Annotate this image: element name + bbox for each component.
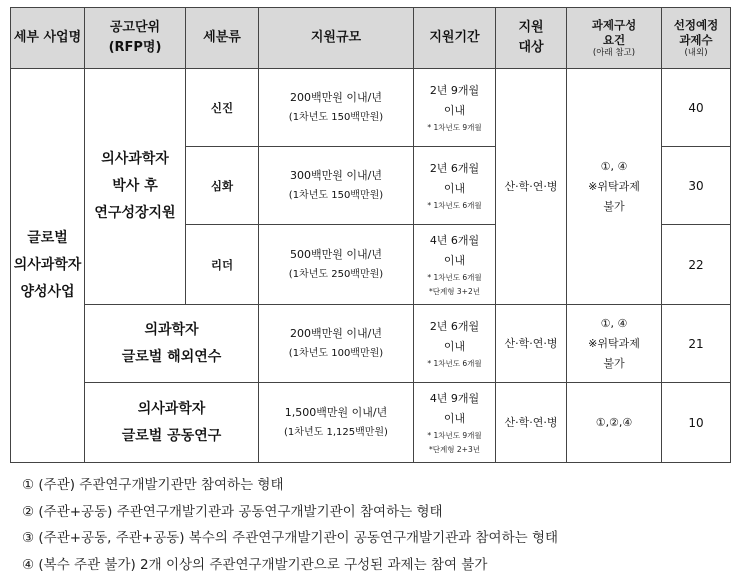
scale-cell: 300백만원 이내/년 (1차년도 150백만원)	[259, 147, 414, 225]
cond-cell: ①, ④ ※위탁과제 불가	[567, 305, 662, 383]
cond-cell: ①, ④ ※위탁과제 불가	[567, 69, 662, 305]
support-table-container	[10, 7, 730, 463]
header-rfp: 공고단위 (RFP명)	[85, 8, 186, 69]
header-period: 지원기간	[414, 8, 496, 69]
period-cell: 4년 9개월 이내 * 1차년도 9개월 *단계형 2+3년	[414, 383, 496, 463]
table-row	[11, 383, 731, 463]
header-target: 지원 대상	[496, 8, 567, 69]
cond-cell: ①,②,④	[567, 383, 662, 463]
header-program: 세부 사업명	[11, 8, 85, 69]
target-cell: 산·학·연·병	[496, 69, 567, 305]
subtype-cell: 심화	[186, 147, 259, 225]
count-cell: 40	[662, 69, 731, 147]
subtype-cell: 신진	[186, 69, 259, 147]
note-item: ② (주관+공동) 주관연구개발기관과 공동연구개발기관이 참여하는 형태	[22, 503, 443, 520]
header-subtype: 세분류	[186, 8, 259, 69]
period-cell: 2년 6개월 이내 * 1차년도 6개월	[414, 147, 496, 225]
count-cell: 10	[662, 383, 731, 463]
note-item: ④ (복수 주관 불가) 2개 이상의 주관연구개발기관으로 구성된 과제는 참여 불가	[22, 556, 488, 573]
target-cell: 산·학·연·병	[496, 383, 567, 463]
scale-cell: 500백만원 이내/년 (1차년도 250백만원)	[259, 225, 414, 305]
support-table	[10, 7, 731, 463]
count-cell: 30	[662, 147, 731, 225]
subtype-cell: 리더	[186, 225, 259, 305]
target-cell: 산·학·연·병	[496, 305, 567, 383]
program-name-cell: 글로벌 의사과학자 양성사업	[11, 69, 85, 463]
table-row	[11, 305, 731, 383]
count-cell: 21	[662, 305, 731, 383]
scale-cell: 200백만원 이내/년 (1차년도 150백만원)	[259, 69, 414, 147]
period-cell: 2년 6개월 이내 * 1차년도 6개월	[414, 305, 496, 383]
scale-cell: 1,500백만원 이내/년 (1차년도 1,125백만원)	[259, 383, 414, 463]
unit-cell: 의사과학자 글로벌 공동연구	[85, 383, 259, 463]
header-cond: 과제구성 요건 (아래 참고)	[567, 8, 662, 69]
notes-list	[22, 472, 732, 578]
note-item: ① (주관) 주관연구개발기관만 참여하는 형태	[22, 477, 284, 493]
unit-cell: 의과학자 글로벌 해외연수	[85, 305, 259, 383]
note-item: ③ (주관+공동, 주관+공동) 복수의 주관연구개발기관이 공동연구개발기관과 참여하는 형태	[22, 530, 559, 546]
scale-cell: 200백만원 이내/년 (1차년도 100백만원)	[259, 305, 414, 383]
header-count: 선정예정 과제수 (내외)	[662, 8, 731, 69]
header-scale: 지원규모	[259, 8, 414, 69]
table-row	[11, 69, 731, 147]
unit-cell: 의사과학자 박사 후 연구성장지원	[85, 69, 186, 305]
period-cell: 2년 9개월 이내 * 1차년도 9개월	[414, 69, 496, 147]
header-row	[11, 8, 731, 69]
period-cell: 4년 6개월 이내 * 1차년도 6개월 *단계형 3+2년	[414, 225, 496, 305]
count-cell: 22	[662, 225, 731, 305]
